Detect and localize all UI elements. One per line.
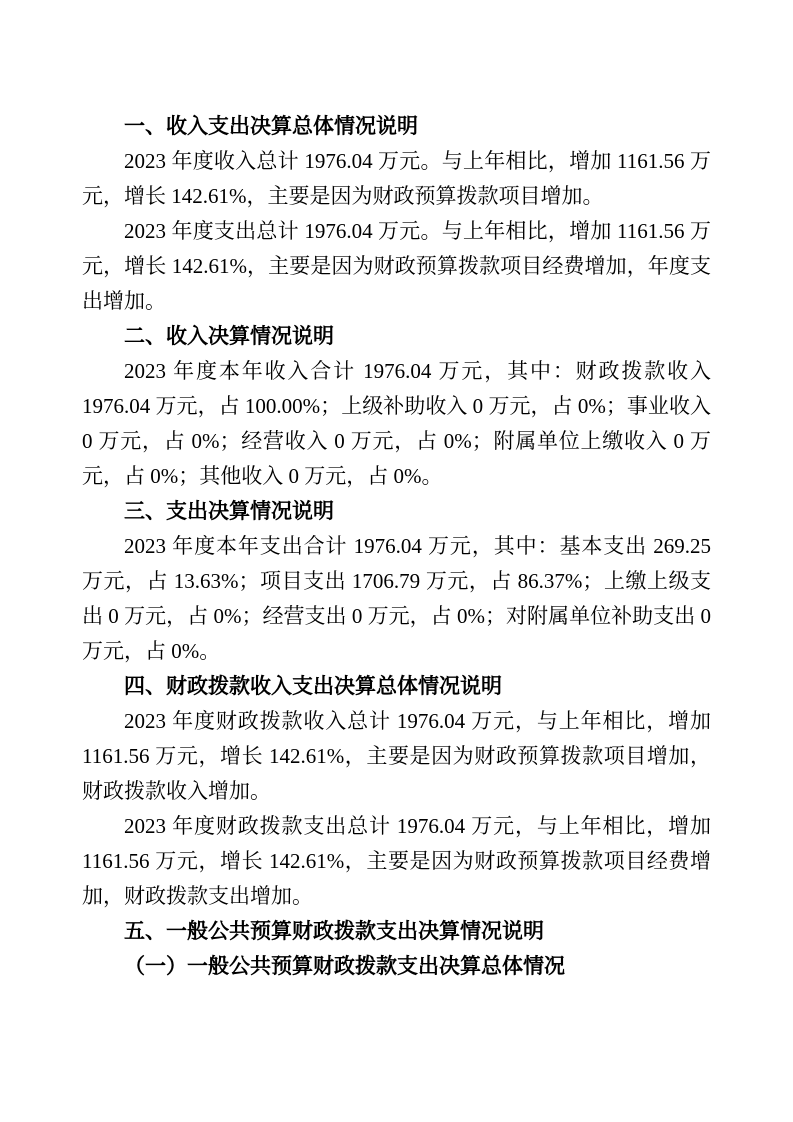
section-1-paragraph-1: 2023 年度收入总计 1976.04 万元。与上年相比，增加 1161.56 万元，增长 142.61%，主要是因为财政预算拨款项目增加。 <box>82 149 711 208</box>
section-1-paragraph-2: 2023 年度支出总计 1976.04 万元。与上年相比，增加 1161.56 万元，增长 142.61%，主要是因为财政预算拨款项目经费增加，年度支出增加。 <box>82 219 711 313</box>
section-1-heading: 一、收入支出决算总体情况说明 <box>124 115 418 138</box>
section-5-subheading: （一）一般公共预算财政拨款支出决算总体情况 <box>124 955 565 978</box>
section-4-heading: 四、财政拨款收入支出决算总体情况说明 <box>124 675 502 698</box>
document-content <box>82 109 711 984</box>
section-3-paragraph-1: 2023 年度本年支出合计 1976.04 万元，其中：基本支出 269.25 万元，占 13.63%；项目支出 1706.79 万元，占 86.37%；上缴上级支出 0 万元，占 0%；经营支出 0 万元，占 0%；对附属单位补助支出 0 万元，占 0%。 <box>82 534 711 663</box>
section-3-heading: 三、支出决算情况说明 <box>124 500 334 523</box>
section-5-heading: 五、一般公共预算财政拨款支出决算情况说明 <box>124 920 544 943</box>
section-income-expense-overview <box>82 109 711 319</box>
section-general-public-budget <box>82 914 711 984</box>
section-income-details <box>82 319 711 494</box>
section-expense-details <box>82 494 711 669</box>
section-2-paragraph-1: 2023 年度本年收入合计 1976.04 万元，其中：财政拨款收入 1976.04 万元，占 100.00%；上级补助收入 0 万元，占 0%；事业收入 0 万元，占 0%；经营收入 0 万元，占 0%；附属单位上缴收入 0 万元，占 0%；其他收入 0 万元，占 0%。 <box>82 359 711 488</box>
section-fiscal-appropriation-overview <box>82 669 711 914</box>
section-2-heading: 二、收入决算情况说明 <box>124 325 334 348</box>
section-4-paragraph-1: 2023 年度财政拨款收入总计 1976.04 万元，与上年相比，增加 1161.56 万元，增长 142.61%，主要是因为财政预算拨款项目增加，财政拨款收入增加。 <box>82 709 711 803</box>
section-4-paragraph-2: 2023 年度财政拨款支出总计 1976.04 万元，与上年相比，增加 1161.56 万元，增长 142.61%，主要是因为财政预算拨款项目经费增加，财政拨款支出增加。 <box>82 814 711 908</box>
